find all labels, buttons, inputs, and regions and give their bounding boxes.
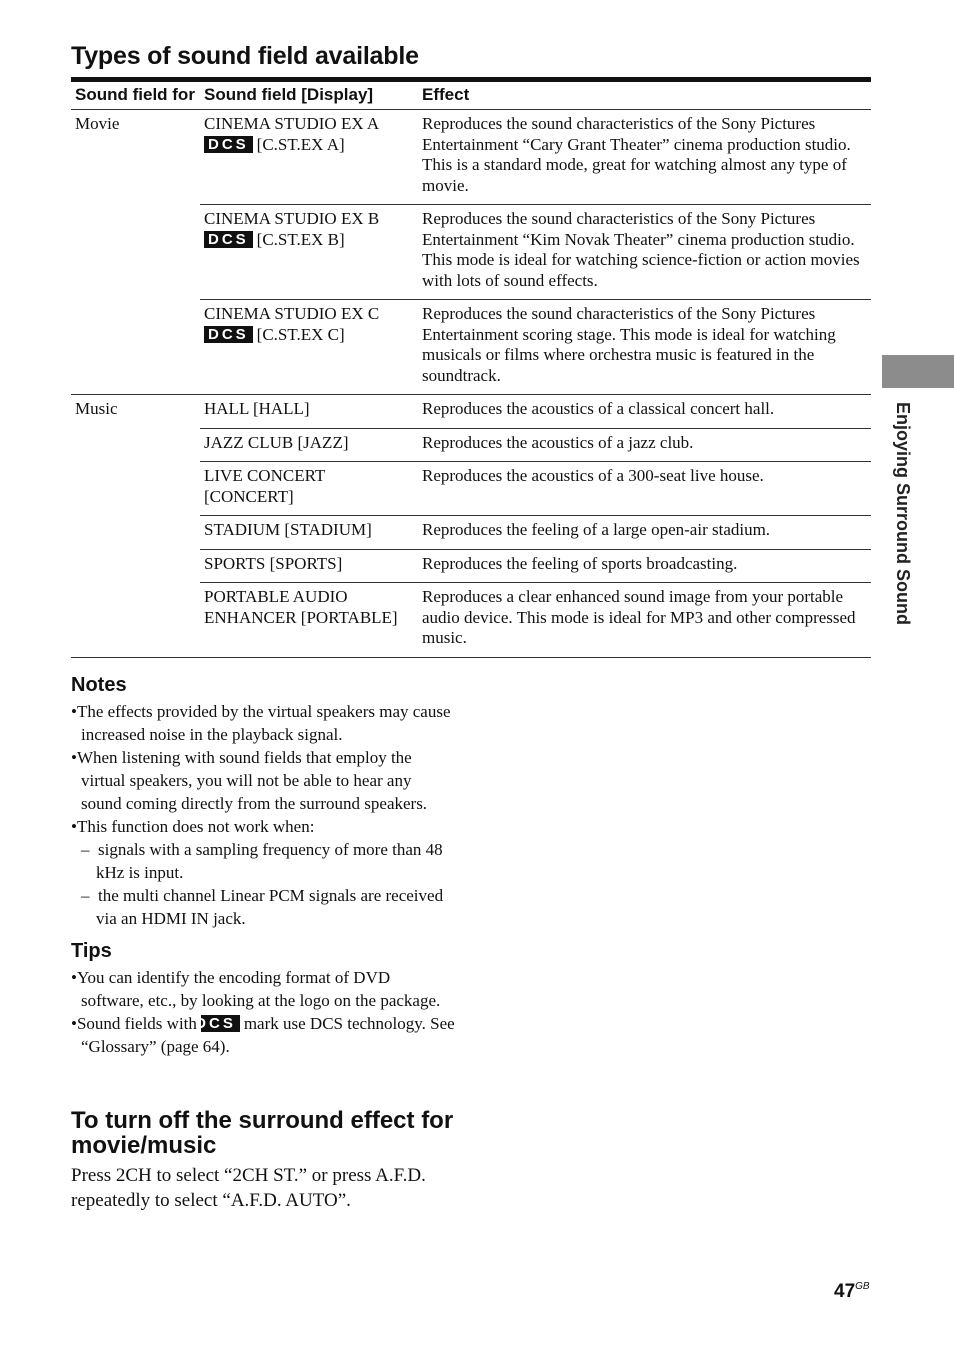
sound-field-name: CINEMA STUDIO EX A xyxy=(204,114,380,133)
category-music: Music xyxy=(71,395,200,658)
sound-field-cell: LIVE CONCERT [CONCERT] xyxy=(200,462,418,516)
sound-field-name: CINEMA STUDIO EX C xyxy=(204,304,380,323)
effect-cell: Reproduces the acoustics of a jazz club. xyxy=(418,428,871,462)
effect-cell: Reproduces the sound characteristics of the Sony Pictures Entertainment “Kim Novak Theater” cinema production studio. This mode is ideal for watching science-fiction or action movies with lots of sound effects. xyxy=(418,205,871,300)
dcs-mark: DCS xyxy=(204,231,253,248)
page-number-value: 47 xyxy=(834,1281,856,1302)
effect-cell: Reproduces a clear enhanced sound image from your portable audio device. This mode is ideal for MP3 and other compressed music. xyxy=(418,583,871,658)
page-region-suffix: GB xyxy=(855,1281,870,1292)
section-tab-marker xyxy=(882,355,954,388)
list-item: •Sound fields with DCS mark use DCS technology. See “Glossary” (page 64). xyxy=(71,1014,455,1056)
sound-field-name: CINEMA STUDIO EX B xyxy=(204,209,380,228)
tip-text: Sound fields with xyxy=(76,1014,197,1033)
list-subitem: – signals with a sampling frequency of more than 48 kHz is input. xyxy=(81,840,443,882)
effect-cell: Reproduces the feeling of a large open-air stadium. xyxy=(418,516,871,550)
sound-field-cell xyxy=(200,205,418,300)
header-effect: Effect xyxy=(418,82,871,110)
list-item: •The effects provided by the virtual speakers may cause increased noise in the playback signal. xyxy=(71,702,451,744)
notes-list xyxy=(71,700,456,930)
section-tab-label: Enjoying Surround Sound xyxy=(893,402,913,625)
notes-heading: Notes xyxy=(71,674,127,696)
category-movie: Movie xyxy=(71,110,200,395)
turn-off-heading: To turn off the surround effect for movie/music xyxy=(71,1107,454,1159)
list-item: •You can identify the encoding format of DVD software, etc., by looking at the logo on the package. xyxy=(71,968,441,1010)
header-sound-field-for: Sound field for xyxy=(71,82,200,110)
effect-cell: Reproduces the acoustics of a 300-seat live house. xyxy=(418,462,871,516)
table-row xyxy=(71,395,871,429)
sound-field-display: [C.ST.EX C] xyxy=(256,324,345,344)
table-row xyxy=(71,110,871,205)
sound-field-cell xyxy=(200,110,418,205)
dcs-mark: DCS xyxy=(201,1015,240,1032)
effect-cell: Reproduces the sound characteristics of the Sony Pictures Entertainment scoring stage. This mode is ideal for watching musicals or films where orchestra music is featured in the soundtrack. xyxy=(418,300,871,395)
sound-field-table xyxy=(71,82,871,658)
sound-field-cell: PORTABLE AUDIO ENHANCER [PORTABLE] xyxy=(200,583,418,658)
sound-field-display: [C.ST.EX A] xyxy=(256,134,345,154)
effect-cell: Reproduces the acoustics of a classical concert hall. xyxy=(418,395,871,429)
sound-field-cell xyxy=(200,300,418,395)
sound-field-display: [C.ST.EX B] xyxy=(256,229,345,249)
page-title: Types of sound field available xyxy=(71,42,419,70)
turn-off-text: Press 2CH to select “2CH ST.” or press A.F.D. repeatedly to select “A.F.D. AUTO”. xyxy=(71,1165,426,1211)
sound-field-cell: JAZZ CLUB [JAZZ] xyxy=(200,428,418,462)
effect-cell: Reproduces the sound characteristics of the Sony Pictures Entertainment “Cary Grant Theater” cinema production studio. This is a standard mode, great for watching almost any type of movie. xyxy=(418,110,871,205)
dcs-mark: DCS xyxy=(204,326,253,343)
note-text: The effects provided by the virtual speakers may cause increased noise in the playback signal. xyxy=(76,702,451,744)
dcs-mark: DCS xyxy=(204,136,253,153)
list-item: •This function does not work when: xyxy=(71,817,315,836)
list-subitem: – the multi channel Linear PCM signals are received via an HDMI IN jack. xyxy=(81,886,444,928)
page-number xyxy=(834,1281,870,1303)
sound-field-cell: HALL [HALL] xyxy=(200,395,418,429)
header-sound-field-display: Sound field [Display] xyxy=(200,82,418,110)
note-text: This function does not work when: xyxy=(76,817,315,836)
note-subtext: the multi channel Linear PCM signals are received via an HDMI IN jack. xyxy=(96,886,444,928)
effect-cell: Reproduces the feeling of sports broadcasting. xyxy=(418,549,871,583)
note-text: When listening with sound fields that employ the virtual speakers, you will not be able to hear any sound coming directly from the surround speakers. xyxy=(76,748,428,813)
tip-text: mark use DCS technology. See “Glossary” (page 64). xyxy=(81,1014,455,1056)
tips-list xyxy=(71,966,456,1058)
tip-text: You can identify the encoding format of DVD software, etc., by looking at the logo on the package. xyxy=(76,968,441,1010)
sound-field-cell: SPORTS [SPORTS] xyxy=(200,549,418,583)
table-header-row xyxy=(71,82,871,110)
list-item: •When listening with sound fields that employ the virtual speakers, you will not be able to hear any sound coming directly from the surround speakers. xyxy=(71,748,428,813)
tips-heading: Tips xyxy=(71,940,112,962)
note-subtext: signals with a sampling frequency of more than 48 kHz is input. xyxy=(96,840,443,882)
sound-field-cell: STADIUM [STADIUM] xyxy=(200,516,418,550)
